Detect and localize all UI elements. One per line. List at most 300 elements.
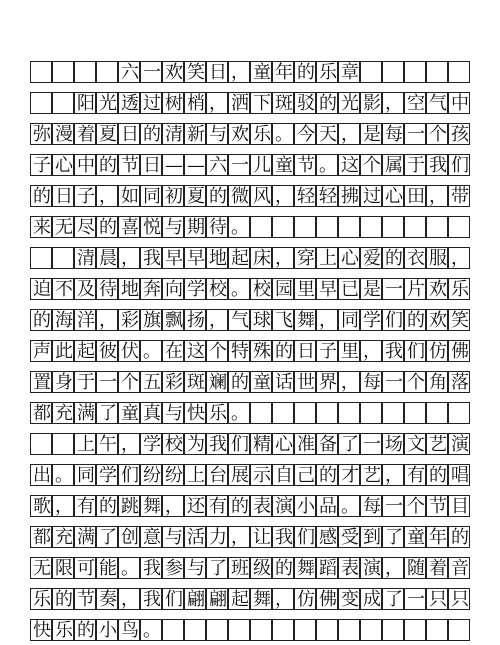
text-char: 童: [407, 527, 425, 548]
grid-cell: [360, 216, 382, 238]
text-char: 小: [99, 620, 117, 641]
text-char: 翩: [187, 589, 205, 610]
grid-cell: [316, 495, 338, 517]
text-char: 快: [33, 620, 51, 641]
grid-cell: [228, 371, 250, 393]
grid-cell: [316, 619, 338, 641]
grid-cell: [30, 526, 52, 548]
grid-cell: [294, 216, 316, 238]
grid-cell: [52, 123, 74, 145]
grid-cell: [30, 371, 52, 393]
grid-cell: [162, 154, 184, 176]
grid-cell: [382, 557, 404, 579]
text-char: 夏: [187, 186, 205, 207]
grid-cell: [118, 216, 140, 238]
text-char: 的: [33, 310, 51, 331]
grid-cell: [360, 402, 382, 424]
text-char: 了: [341, 434, 359, 455]
text-char: 爱: [363, 248, 381, 269]
grid-cell: [162, 123, 184, 145]
grid-cell: [294, 309, 316, 331]
grid-cell: [74, 185, 96, 207]
grid-cell: [250, 278, 272, 300]
text-char: 乐: [209, 403, 227, 424]
text-char: 演: [363, 558, 381, 579]
text-char: 与: [209, 124, 227, 145]
grid-cell: [206, 247, 228, 269]
text-row: [30, 180, 470, 211]
grid-cell: [382, 123, 404, 145]
grid-cell: [338, 433, 360, 455]
grid-cell: [404, 247, 426, 269]
text-char: 角: [429, 372, 447, 393]
text-char: 地: [121, 279, 139, 300]
text-char: 级: [253, 558, 271, 579]
text-char: 有: [77, 496, 95, 517]
grid-cell: [382, 588, 404, 610]
text-char: 日: [121, 124, 139, 145]
text-char: 己: [297, 465, 315, 486]
text-char: ，: [319, 310, 337, 331]
text-char: 校: [253, 279, 271, 300]
text-char: 的: [99, 155, 117, 176]
grid-cell: [206, 619, 228, 641]
text-char: 子: [77, 186, 95, 207]
text-char: 儿: [253, 155, 271, 176]
text-char: 节: [77, 589, 95, 610]
grid-cell: [272, 309, 294, 331]
text-char: 透: [121, 93, 139, 114]
grid-cell: [272, 185, 294, 207]
grid-cell: [162, 247, 184, 269]
grid-cell: [140, 123, 162, 145]
grid-cell: [426, 247, 448, 269]
text-char: 天: [319, 124, 337, 145]
grid-cell: [448, 247, 470, 269]
grid-cell: [404, 340, 426, 362]
text-char: 悦: [143, 217, 161, 238]
grid-cell: [360, 309, 382, 331]
text-char: 在: [165, 341, 183, 362]
grid-cell: [338, 278, 360, 300]
grid-cell: [272, 557, 294, 579]
text-char: ，: [385, 93, 403, 114]
grid-cell: [118, 92, 140, 114]
text-char: 充: [55, 403, 73, 424]
grid-cell: [118, 371, 140, 393]
grid-cell: [184, 309, 206, 331]
grid-cell: [360, 495, 382, 517]
text-char: 。: [231, 279, 249, 300]
text-char: 了: [385, 589, 403, 610]
text-char: 意: [143, 527, 161, 548]
text-char: —: [187, 155, 205, 176]
text-char: 都: [33, 403, 51, 424]
grid-cell: [52, 371, 74, 393]
grid-cell: [250, 526, 272, 548]
text-char: 的: [77, 620, 95, 641]
text-char: 节: [121, 155, 139, 176]
grid-cell: [96, 340, 118, 362]
grid-cell: [118, 495, 140, 517]
text-char: 彼: [99, 341, 117, 362]
grid-cell: [250, 123, 272, 145]
grid-cell: [184, 123, 206, 145]
grid-cell: [96, 154, 118, 176]
text-char: 六: [209, 155, 227, 176]
grid-cell: [404, 371, 426, 393]
text-char: 的: [385, 248, 403, 269]
grid-cell: [184, 526, 206, 548]
grid-cell: [118, 526, 140, 548]
grid-cell: [184, 185, 206, 207]
grid-cell: [162, 495, 184, 517]
grid-cell: [96, 619, 118, 641]
grid-cell: [250, 402, 272, 424]
grid-cell: [162, 557, 184, 579]
grid-cell: [140, 247, 162, 269]
grid-cell: [448, 340, 470, 362]
text-char: 只: [429, 589, 447, 610]
text-char: 乐: [55, 620, 73, 641]
grid-cell: [206, 61, 228, 83]
text-char: 演: [275, 496, 293, 517]
grid-cell: [228, 619, 250, 641]
grid-cell: [74, 247, 96, 269]
grid-cell: [118, 557, 140, 579]
text-char: ，: [385, 558, 403, 579]
text-char: 与: [165, 527, 183, 548]
grid-cell: [250, 464, 272, 486]
text-char: 子: [319, 341, 337, 362]
text-char: 起: [231, 248, 249, 269]
grid-cell: [316, 371, 338, 393]
grid-cell: [294, 371, 316, 393]
grid-cell: [404, 92, 426, 114]
text-char: 的: [429, 465, 447, 486]
grid-cell: [228, 61, 250, 83]
grid-cell: [228, 402, 250, 424]
title-char: ，: [231, 62, 249, 83]
grid-cell: [162, 185, 184, 207]
text-char: 我: [209, 434, 227, 455]
text-char: 我: [143, 558, 161, 579]
grid-cell: [338, 588, 360, 610]
grid-cell: [448, 278, 470, 300]
grid-cell: [184, 340, 206, 362]
grid-cell: [184, 557, 206, 579]
text-char: 奏: [99, 589, 117, 610]
grid-cell: [206, 340, 228, 362]
text-char: 与: [165, 217, 183, 238]
grid-cell: [140, 92, 162, 114]
text-char: 今: [297, 124, 315, 145]
text-char: 还: [187, 496, 205, 517]
text-char: 与: [165, 403, 183, 424]
grid-cell: [250, 619, 272, 641]
text-char: 。: [143, 341, 161, 362]
grid-cell: [404, 185, 426, 207]
text-char: 上: [77, 434, 95, 455]
grid-cell: [426, 340, 448, 362]
grid-cell: [140, 340, 162, 362]
text-char: 晨: [99, 248, 117, 269]
text-char: 感: [319, 527, 337, 548]
text-char: 有: [209, 496, 227, 517]
text-char: 充: [55, 527, 73, 548]
title-char: 欢: [165, 62, 183, 83]
text-char: 球: [253, 310, 271, 331]
grid-cell: [118, 154, 140, 176]
grid-cell: [250, 185, 272, 207]
grid-cell: [140, 61, 162, 83]
grid-cell: [96, 402, 118, 424]
text-char: 奔: [143, 279, 161, 300]
text-char: 的: [275, 558, 293, 579]
text-char: 一: [363, 434, 381, 455]
grid-cell: [338, 619, 360, 641]
text-char: 一: [231, 155, 249, 176]
text-char: 迫: [33, 279, 51, 300]
grid-cell: [404, 216, 426, 238]
text-char: 们: [297, 527, 315, 548]
grid-cell: [30, 464, 52, 486]
text-char: 驳: [297, 93, 315, 114]
grid-cell: [360, 433, 382, 455]
text-char: 们: [451, 155, 469, 176]
grid-cell: [96, 61, 118, 83]
grid-cell: [272, 402, 294, 424]
text-char: 参: [165, 558, 183, 579]
grid-cell: [338, 247, 360, 269]
text-char: 的: [99, 496, 117, 517]
grid-cell: [140, 433, 162, 455]
grid-cell: [228, 309, 250, 331]
text-char: 一: [385, 496, 403, 517]
text-char: 学: [187, 279, 205, 300]
grid-cell: [228, 123, 250, 145]
text-char: 到: [363, 527, 381, 548]
text-char: 属: [385, 155, 403, 176]
grid-cell: [52, 495, 74, 517]
text-char: 表: [253, 496, 271, 517]
text-row: [30, 521, 470, 552]
grid-cell: [52, 278, 74, 300]
text-char: —: [165, 155, 183, 176]
grid-cell: [404, 464, 426, 486]
text-char: 个: [407, 496, 425, 517]
text-char: 如: [121, 186, 139, 207]
grid-cell: [316, 216, 338, 238]
text-char: 。: [231, 403, 249, 424]
grid-cell: [96, 278, 118, 300]
grid-cell: [118, 309, 140, 331]
grid-cell: [404, 309, 426, 331]
text-char: 舞: [297, 310, 315, 331]
title-char: 年: [275, 62, 293, 83]
grid-cell: [52, 154, 74, 176]
grid-cell: [294, 402, 316, 424]
text-char: 随: [407, 558, 425, 579]
grid-cell: [96, 588, 118, 610]
grid-cell: [30, 309, 52, 331]
text-char: 微: [231, 186, 249, 207]
text-char: 海: [55, 310, 73, 331]
composition-sheet: [30, 56, 470, 641]
grid-cell: [294, 185, 316, 207]
text-row: [30, 149, 470, 180]
grid-cell: [316, 464, 338, 486]
grid-cell: [448, 526, 470, 548]
text-char: 舞: [297, 558, 315, 579]
grid-cell: [316, 526, 338, 548]
grid-cell: [316, 247, 338, 269]
grid-cell: [96, 247, 118, 269]
grid-cell: [52, 92, 74, 114]
grid-cell: [360, 340, 382, 362]
text-char: 轻: [297, 186, 315, 207]
grid-cell: [382, 340, 404, 362]
text-char: 片: [407, 279, 425, 300]
text-char: 不: [55, 279, 73, 300]
text-char: 期: [187, 217, 205, 238]
text-char: 创: [121, 527, 139, 548]
grid-cell: [382, 154, 404, 176]
grid-cell: [140, 402, 162, 424]
text-char: 每: [363, 496, 381, 517]
grid-cell: [228, 92, 250, 114]
grid-cell: [272, 619, 294, 641]
grid-cell: [382, 495, 404, 517]
text-char: 心: [341, 248, 359, 269]
text-char: 气: [429, 93, 447, 114]
grid-cell: [272, 92, 294, 114]
text-char: 我: [143, 248, 161, 269]
text-char: 们: [385, 310, 403, 331]
grid-cell: [96, 464, 118, 486]
text-char: 欢: [429, 279, 447, 300]
text-char: 精: [253, 434, 271, 455]
text-char: 气: [231, 310, 249, 331]
text-char: 的: [231, 372, 249, 393]
text-char: 与: [187, 558, 205, 579]
grid-cell: [206, 309, 228, 331]
grid-cell: [338, 557, 360, 579]
grid-cell: [250, 495, 272, 517]
text-row: [30, 211, 470, 242]
text-char: 个: [209, 341, 227, 362]
grid-cell: [140, 619, 162, 641]
grid-cell: [426, 185, 448, 207]
grid-cell: [250, 154, 272, 176]
grid-cell: [184, 247, 206, 269]
text-char: 限: [55, 558, 73, 579]
text-char: 子: [33, 155, 51, 176]
grid-cell: [118, 464, 140, 486]
grid-cell: [162, 216, 184, 238]
grid-cell: [250, 92, 272, 114]
text-char: 漫: [55, 124, 73, 145]
text-row: [30, 87, 470, 118]
grid-cell: [52, 433, 74, 455]
grid-cell: [162, 464, 184, 486]
text-char: 彩: [121, 310, 139, 331]
text-char: 每: [385, 124, 403, 145]
text-char: 蹈: [319, 558, 337, 579]
grid-cell: [74, 619, 96, 641]
grid-cell: [206, 92, 228, 114]
grid-cell: [404, 619, 426, 641]
grid-cell: [140, 309, 162, 331]
grid-cell: [316, 340, 338, 362]
grid-cell: [448, 495, 470, 517]
grid-cell: [52, 619, 74, 641]
grid-cell: [52, 464, 74, 486]
text-char: ，: [121, 248, 139, 269]
text-char: ，: [99, 186, 117, 207]
text-char: 一: [407, 589, 425, 610]
grid-cell: [404, 402, 426, 424]
text-char: 新: [187, 124, 205, 145]
text-char: 的: [143, 124, 161, 145]
text-char: 心: [55, 155, 73, 176]
grid-cell: [448, 123, 470, 145]
grid-cell: [294, 495, 316, 517]
grid-cell: [382, 402, 404, 424]
grid-cell: [184, 371, 206, 393]
text-char: ，: [209, 93, 227, 114]
text-char: 翩: [209, 589, 227, 610]
grid-cell: [96, 185, 118, 207]
grid-cell: [52, 247, 74, 269]
grid-cell: [316, 92, 338, 114]
grid-cell: [360, 61, 382, 83]
grid-cell: [294, 247, 316, 269]
text-char: 这: [341, 155, 359, 176]
text-char: 的: [209, 186, 227, 207]
text-char: 光: [341, 93, 359, 114]
grid-cell: [360, 92, 382, 114]
text-char: 节: [297, 155, 315, 176]
text-char: 飞: [275, 310, 293, 331]
grid-cell: [360, 588, 382, 610]
text-char: 艺: [429, 434, 447, 455]
grid-cell: [206, 557, 228, 579]
text-row: [30, 366, 470, 397]
grid-cell: [360, 464, 382, 486]
text-char: 上: [319, 248, 337, 269]
grid-cell: [338, 61, 360, 83]
grid-cell: [228, 154, 250, 176]
text-char: ，: [55, 496, 73, 517]
text-char: 都: [33, 527, 51, 548]
grid-cell: [338, 340, 360, 362]
grid-cell: [382, 526, 404, 548]
grid-cell: [74, 154, 96, 176]
grid-cell: [250, 216, 272, 238]
grid-cell: [74, 402, 96, 424]
text-char: 出: [33, 465, 51, 486]
grid-cell: [382, 371, 404, 393]
grid-cell: [140, 185, 162, 207]
text-char: 园: [275, 279, 293, 300]
title-char: 笑: [187, 62, 205, 83]
text-char: 鸟: [121, 620, 139, 641]
text-char: 佛: [451, 341, 469, 362]
grid-cell: [206, 402, 228, 424]
grid-cell: [30, 247, 52, 269]
grid-cell: [118, 340, 140, 362]
